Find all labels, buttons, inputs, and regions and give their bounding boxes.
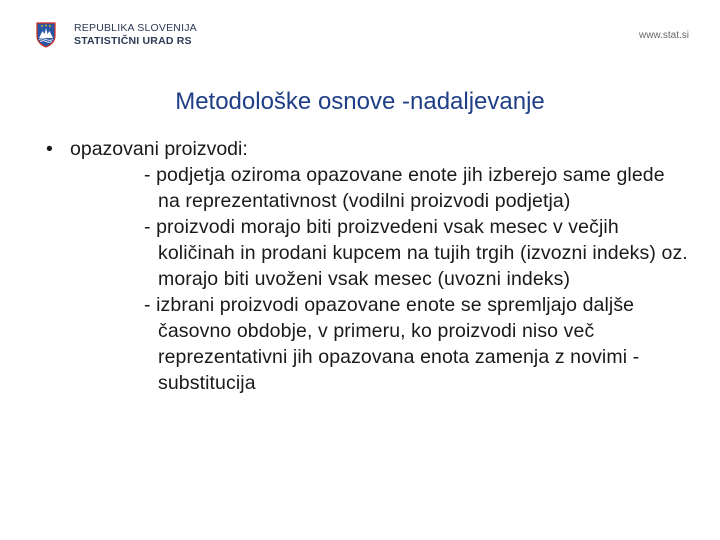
bullet-label: opazovani proizvodi: [70,138,248,160]
bullet-row [46,136,696,162]
slovenia-coat-of-arms-icon [36,22,56,48]
slide-header [0,0,720,70]
slide-content [46,136,696,396]
list-item: - podjetja oziroma opazovane enote jih izberejo same glede na reprezentativnost (vodilni proizvodi podjetja) [144,164,665,212]
organization-name [74,22,197,48]
slide-title: Metodološke osnove -nadaljevanje [175,88,545,115]
organization-line-1: REPUBLIKA SLOVENIJA [74,22,197,34]
organization-line-2: STATISTIČNI URAD RS [74,35,192,47]
list-item: - proizvodi morajo biti proizvedeni vsak mesec v večjih količinah in prodani kupcem na tujih trgih (izvozni indeks) oz. morajo biti uvoženi vsak mesec (uvozni indeks) [144,216,688,290]
bullet-dot-icon: • [46,138,53,160]
list-item: - izbrani proizvodi opazovane enote se spremljajo daljše časovno obdobje, v primeru, ko proizvodi niso več reprezentativni jih opazovana enota zamenja z novimi - substitucija [144,294,640,394]
website-url: www.stat.si [638,30,689,41]
